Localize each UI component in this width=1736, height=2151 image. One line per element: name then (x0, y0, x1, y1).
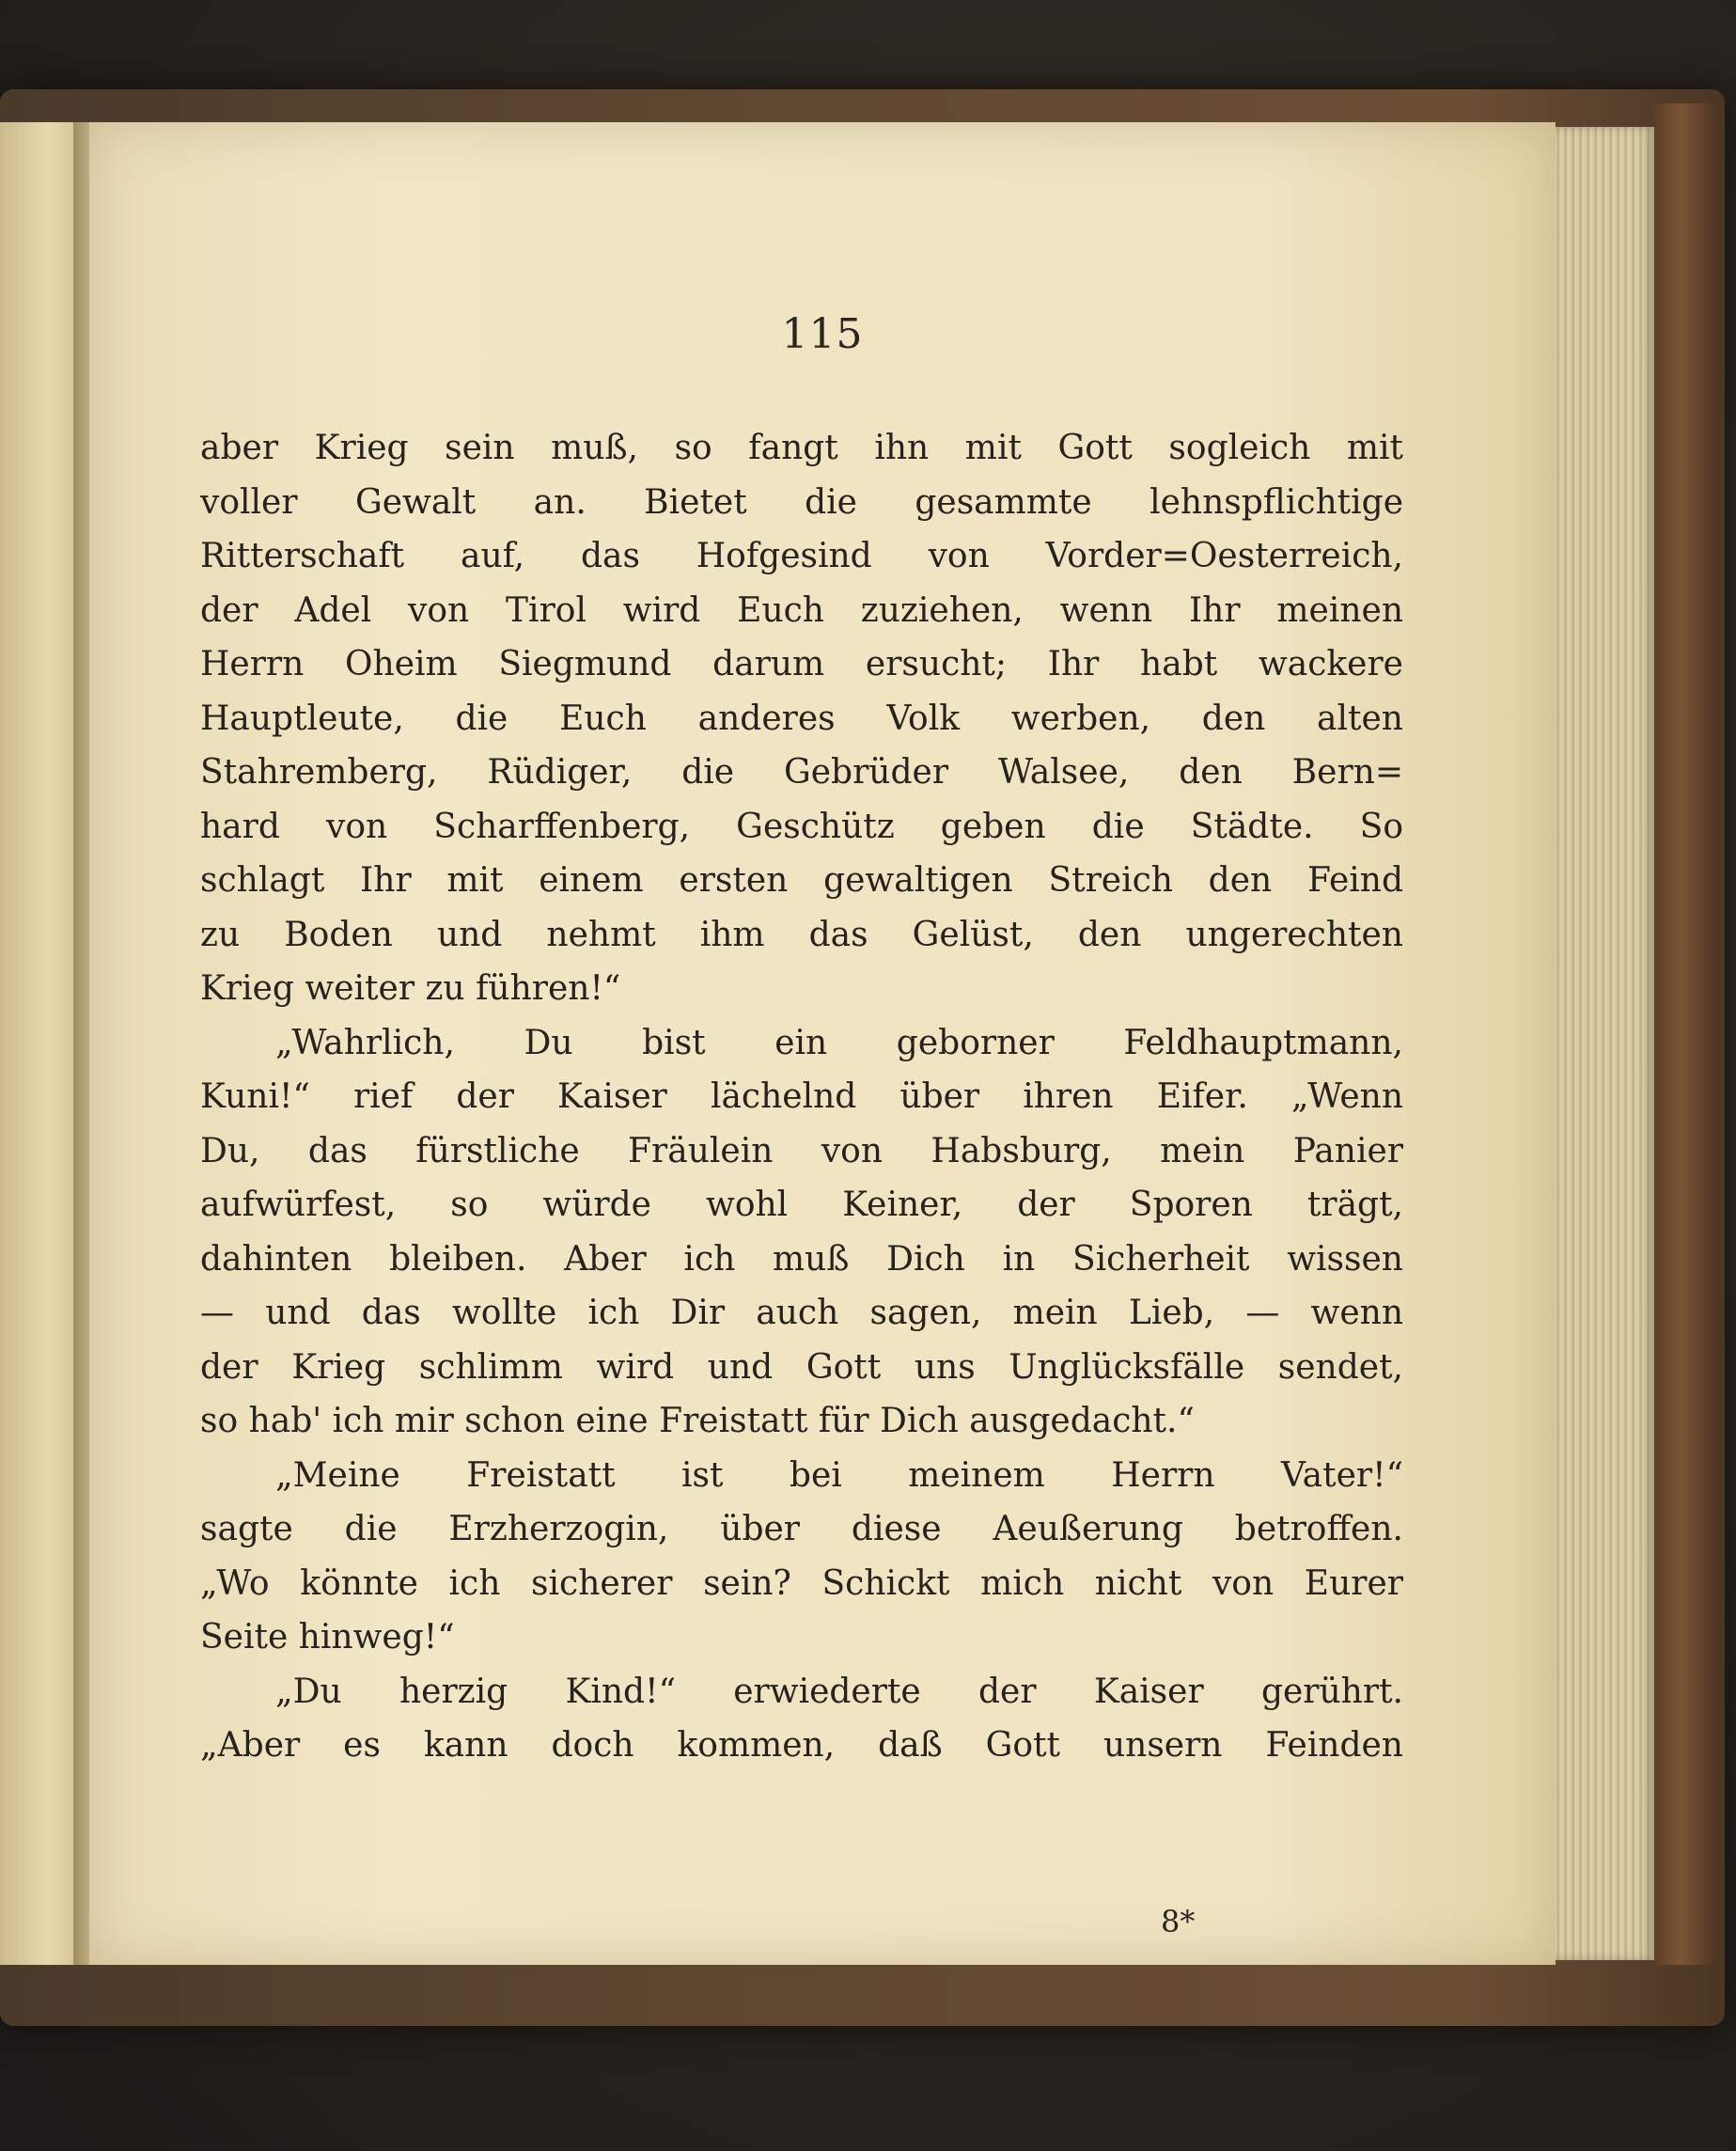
page-text (200, 421, 1403, 1773)
book-cover-edge (1654, 103, 1720, 1965)
page-stack-edges (1546, 127, 1654, 1960)
text-line: zu Boden und nehmt ihm das Gelüst, den ungerechten (200, 915, 1403, 954)
text-line: der Krieg schlimm wird und Gott uns Unglücksfälle sendet, (200, 1347, 1403, 1387)
page-number: 115 (781, 310, 864, 358)
text-line: „Aber es kann doch kommen, daß Gott unsern Feinden (200, 1726, 1403, 1765)
previous-page-edge (0, 122, 82, 1965)
text-line: so hab' ich mir schon eine Freistatt für Dich ausgedacht.“ (200, 1402, 1195, 1440)
text-line: sagte die Erzherzogin, über diese Aeußerung betroffen. (200, 1510, 1403, 1548)
text-line: Herrn Oheim Siegmund darum ersucht; Ihr habt wackere (200, 645, 1403, 683)
text-line: Ritterschaft auf, das Hofgesind von Vorder=Oesterreich, (200, 537, 1403, 575)
text-line: „Du herzig Kind!“ erwiederte der Kaiser gerührt. (275, 1672, 1403, 1711)
book-page (89, 122, 1556, 1965)
text-line: „Meine Freistatt ist bei meinem Herrn Vater!“ (275, 1455, 1403, 1495)
text-line: „Wahrlich, Du bist ein geborner Feldhauptmann, (275, 1023, 1403, 1062)
text-line: — und das wollte ich Dir auch sagen, mein Lieb, — wenn (200, 1294, 1403, 1332)
text-line: „Wo könnte ich sicherer sein? Schickt mich nicht von Eurer (200, 1563, 1403, 1603)
text-line: aufwürfest, so würde wohl Keiner, der Sporen trägt, (200, 1185, 1403, 1224)
text-line: dahinten bleiben. Aber ich muß Dich in Sicherheit wissen (200, 1239, 1403, 1279)
text-line: aber Krieg sein muß, so fangt ihn mit Gott sogleich mit (200, 429, 1403, 467)
text-line: Du, das fürstliche Fräulein von Habsburg, mein Panier (200, 1131, 1403, 1170)
text-line: der Adel von Tirol wird Euch zuziehen, wenn Ihr meinen (200, 590, 1403, 630)
text-line: Kuni!“ rief der Kaiser lächelnd über ihren Eifer. „Wenn (200, 1077, 1403, 1116)
text-line: voller Gewalt an. Bietet die gesammte lehnspflichtige (200, 482, 1403, 522)
signature-mark: 8* (1161, 1904, 1196, 1939)
text-line: Stahremberg, Rüdiger, die Gebrüder Walsee, den Bern= (200, 753, 1403, 792)
text-line: Seite hinweg!“ (200, 1618, 455, 1656)
text-line: hard von Scharffenberg, Geschütz geben die Städte. So (200, 807, 1403, 846)
text-line: Hauptleute, die Euch anderes Volk werben, den alten (200, 699, 1403, 738)
text-line: Krieg weiter zu führen!“ (200, 969, 621, 1008)
text-line: schlagt Ihr mit einem ersten gewaltigen Streich den Feind (200, 861, 1403, 900)
